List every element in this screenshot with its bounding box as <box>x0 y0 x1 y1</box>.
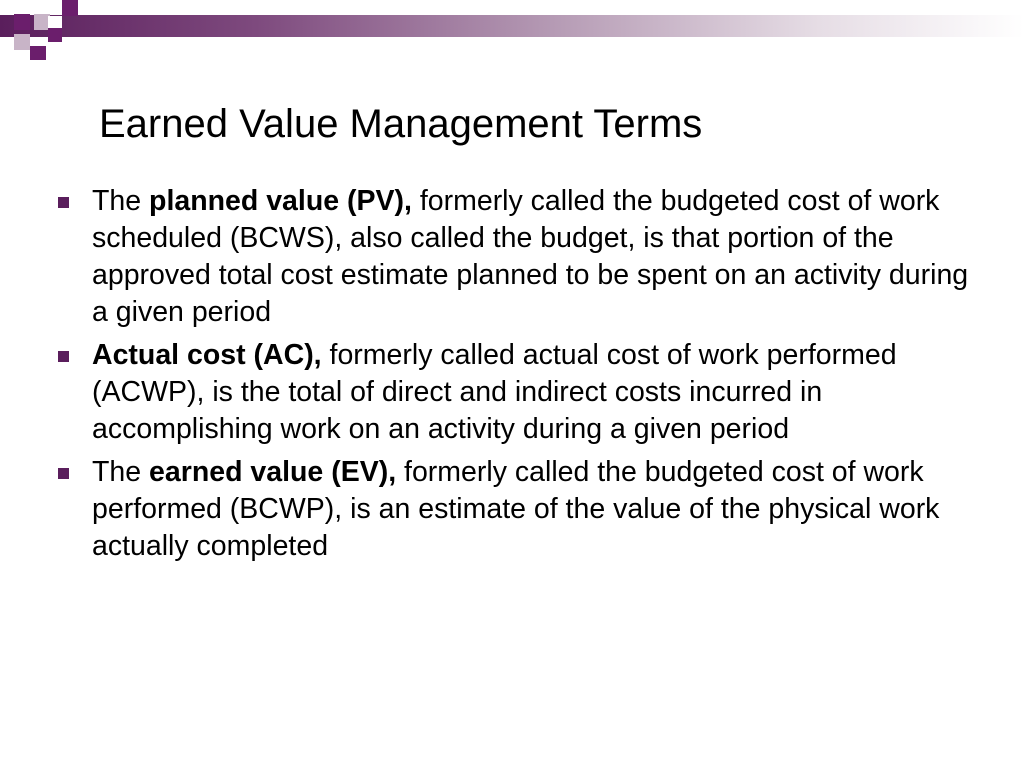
square-bullet-icon <box>58 197 69 208</box>
bullet-text: formerly called actual cost of work performed (ACWP), is the total of direct and indirect costs incurred in accomplishing work on an activity during a given period <box>92 339 897 445</box>
square-bullet-icon <box>58 351 69 362</box>
bullet-term: planned value (PV), <box>149 185 412 217</box>
bullet-term: Actual cost (AC), <box>92 339 322 371</box>
bullet-item-earned-value <box>56 454 976 565</box>
header-decoration-bar <box>0 15 1024 37</box>
bullet-text: formerly called the budgeted cost of work scheduled (BCWS), also called the budget, is that portion of the approved total cost estimate planned to be spent on an activity during a given period <box>92 185 969 328</box>
bullet-term: earned value (EV), <box>149 456 397 488</box>
bullet-text: formerly called the budgeted cost of work performed (BCWP), is an estimate of the value of the physical work actually completed <box>92 456 940 562</box>
slide-title: Earned Value Management Terms <box>99 102 703 146</box>
bullet-prefix: The <box>92 456 150 488</box>
square-bullet-icon <box>58 468 69 479</box>
bullet-item-actual-cost <box>56 337 976 448</box>
bullet-list <box>56 183 976 571</box>
bullet-prefix: The <box>92 185 150 217</box>
bullet-item-planned-value <box>56 183 976 331</box>
